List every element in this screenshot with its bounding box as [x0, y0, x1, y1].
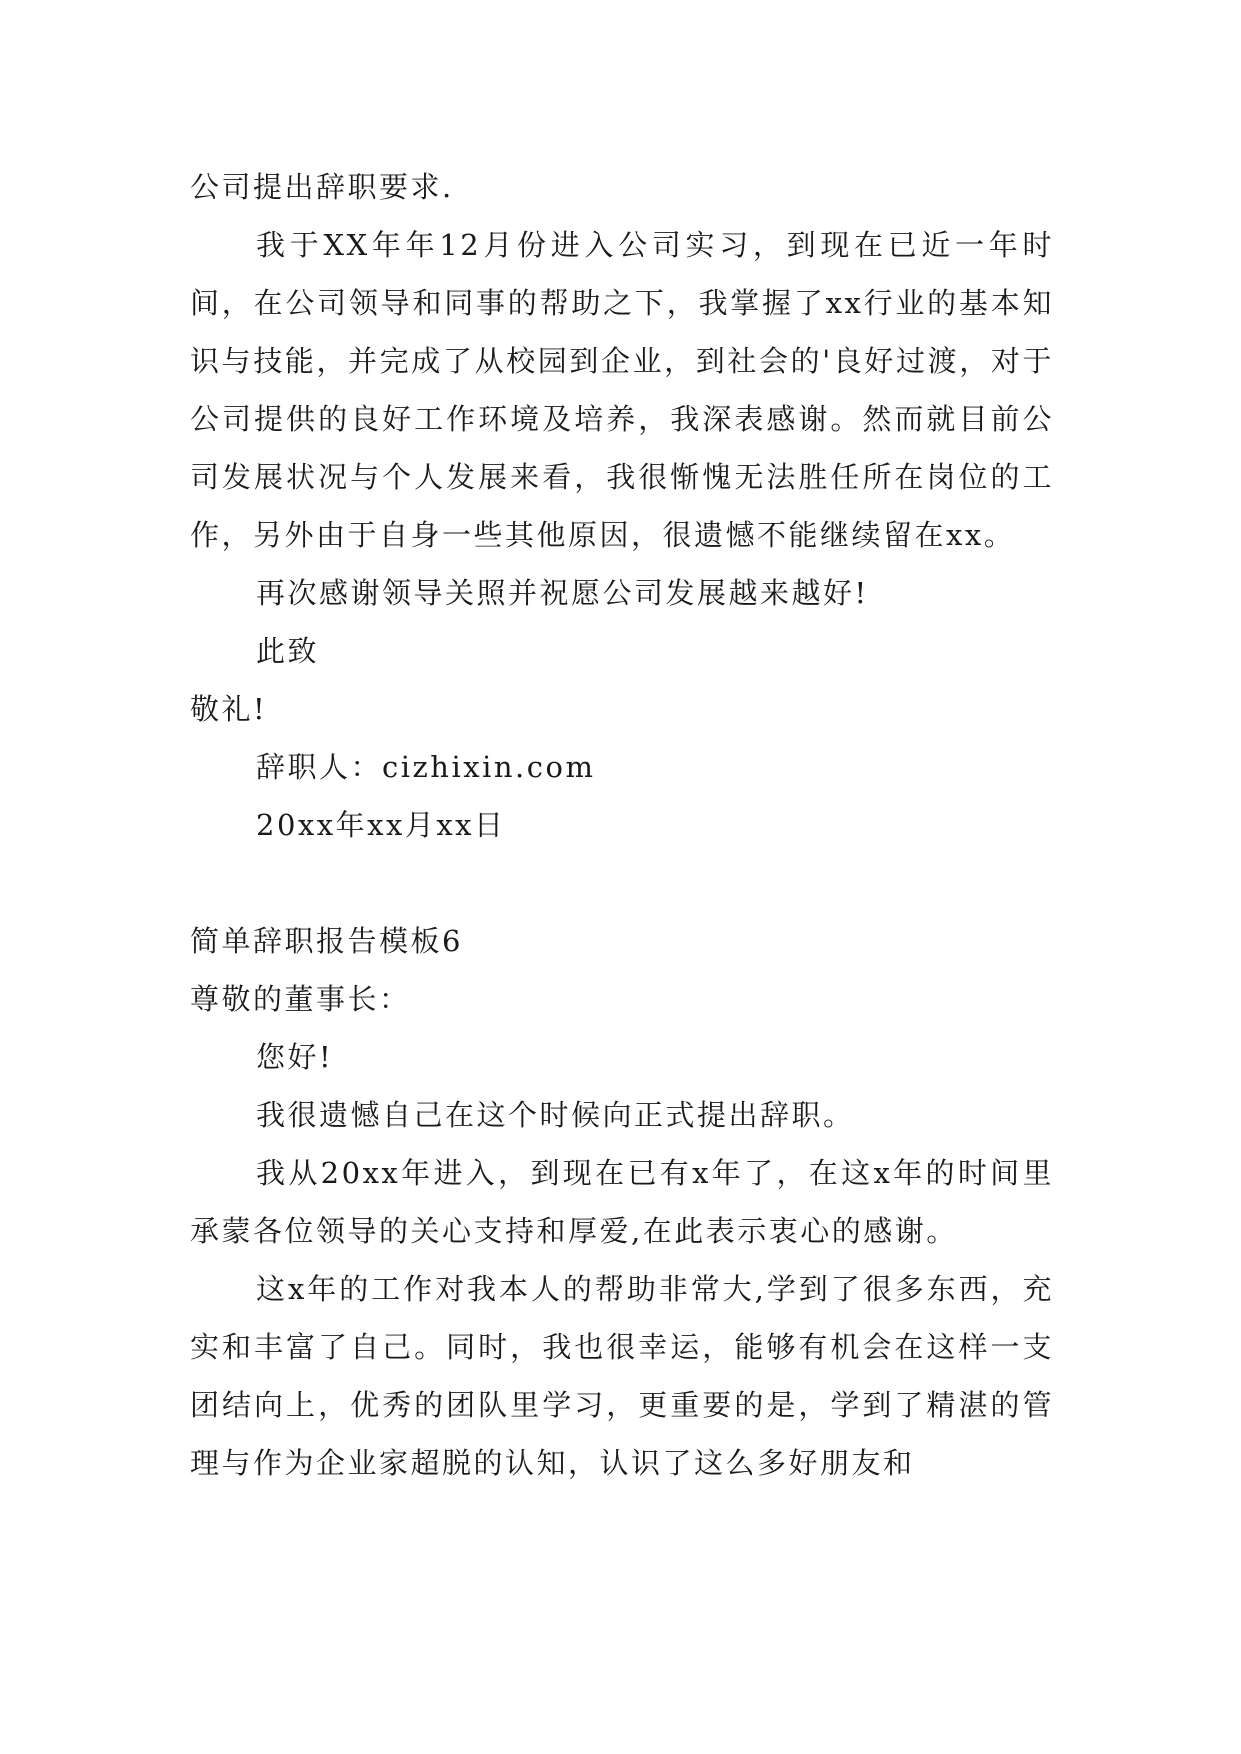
salutation: 尊敬的董事长：: [190, 982, 411, 1016]
section-spacer: [190, 854, 1054, 912]
document-body: [190, 158, 1054, 1492]
closing-jingli: 敬礼!: [190, 692, 268, 726]
thanks-line: 再次感谢领导关照并祝愿公司发展越来越好!: [256, 576, 869, 610]
internship-paragraph: 我于XX年年12月份进入公司实习，到现在已近一年时间，在公司领导和同事的帮助之下，我掌握了xx行业的基本知识与技能，并完成了从校园到企业，到社会的'良好过渡，对于公司提供的良好工作环境及培养，我深表感谢。然而就目前公司发展状况与个人发展来看，我很惭愧无法胜任所在岗位的工作，另外由于自身一些其他原因，很遗憾不能继续留在xx。: [190, 228, 1054, 552]
signer-line: 辞职人：cizhixin.com: [256, 750, 596, 784]
previous-paragraph-ending: 公司提出辞职要求.: [190, 170, 454, 204]
regret-paragraph: 我很遗憾自己在这个时候向正式提出辞职。: [256, 1098, 855, 1132]
growth-paragraph: 这x年的工作对我本人的帮助非常大,学到了很多东西，充实和丰富了自己。同时，我也很幸运，能够有机会在这样一支团结向上，优秀的团队里学习，更重要的是，学到了精湛的管理与作为企业家超脱的认知，认识了这么多好朋友和: [190, 1272, 1054, 1480]
greeting: 您好!: [256, 1040, 334, 1074]
closing-cizhi: 此致: [256, 634, 320, 668]
date-line: 20xx年xx月xx日: [256, 808, 506, 842]
section-title: 简单辞职报告模板6: [190, 924, 463, 958]
years-paragraph: 我从20xx年进入，到现在已有x年了，在这x年的时间里承蒙各位领导的关心支持和厚爱,在此表示衷心的感谢。: [190, 1156, 1054, 1248]
